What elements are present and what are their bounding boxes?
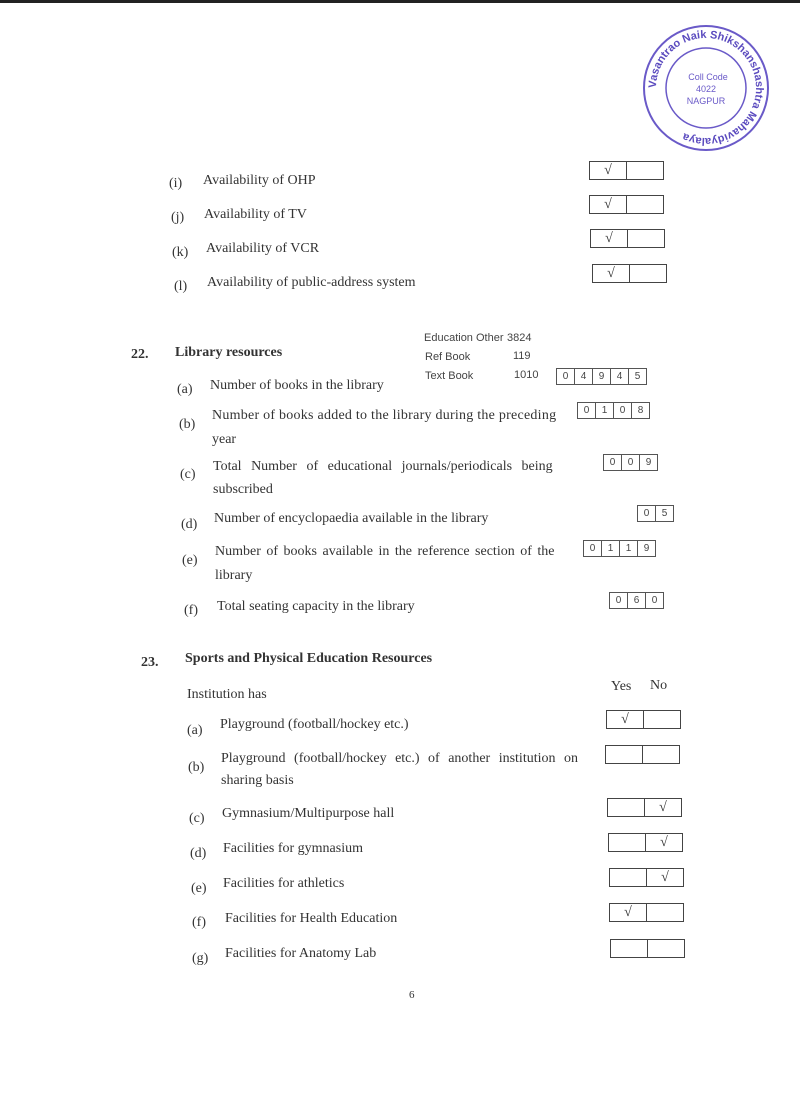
digit-box[interactable]: 8 [631, 403, 649, 418]
item-marker: (e) [191, 881, 207, 896]
ohp-yes-box[interactable]: √ [604, 163, 612, 178]
books-in-library-digit-boxes[interactable] [556, 368, 647, 385]
tv-yes-box[interactable]: √ [604, 197, 612, 212]
digit-box[interactable]: 1 [595, 403, 613, 418]
digit-box[interactable]: 5 [628, 369, 646, 384]
item-marker: (c) [189, 811, 205, 826]
digit-box[interactable]: 4 [574, 369, 592, 384]
anatomy-lab-checkbox-pair[interactable] [610, 939, 685, 958]
health-education-label: Facilities for Health Education [225, 911, 398, 926]
stamp-center-line-1: Coll Code [688, 72, 728, 82]
books-added-label-line2: year [212, 432, 237, 447]
public-address-checkbox-pair[interactable] [592, 264, 667, 283]
vcr-yes-box[interactable]: √ [605, 231, 613, 246]
digit-box[interactable]: 0 [645, 593, 663, 608]
digit-box[interactable]: 9 [592, 369, 610, 384]
note-ref-book-label: Ref Book [425, 351, 471, 363]
athletics-no-box[interactable]: √ [646, 869, 683, 886]
shared-playground-no-box[interactable] [642, 746, 679, 763]
gymnasium-hall-yes-box[interactable] [608, 799, 644, 816]
books-added-label-line1: Number of books added to the library during the preceding [212, 408, 557, 423]
digit-box[interactable]: 4 [610, 369, 628, 384]
health-education-checkbox-pair[interactable] [609, 903, 684, 922]
public-address-no-box[interactable] [629, 265, 666, 282]
note-education-other-label: Education Other [424, 332, 504, 344]
stamp-ring-text: Vasantrao Naik Shikshanshashtra Mahavidyalaya [646, 28, 766, 148]
journals-label-line1: Total Number of educational journals/periodicals being [213, 459, 553, 474]
item-marker: (a) [187, 723, 203, 738]
reference-books-label-line2: library [215, 568, 253, 583]
tv-no-box[interactable] [626, 196, 663, 213]
digit-box[interactable]: 0 [615, 595, 622, 606]
item-marker: (l) [174, 279, 188, 294]
gymnasium-facilities-no-box[interactable]: √ [645, 834, 682, 851]
reference-books-digit-boxes[interactable] [583, 540, 656, 557]
digit-box[interactable]: 0 [589, 543, 596, 554]
item-marker: (g) [192, 951, 209, 966]
tv-checkbox-pair[interactable] [589, 195, 664, 214]
vcr-checkbox-pair[interactable] [590, 229, 665, 248]
page-number: 6 [409, 989, 415, 1001]
books-in-library-label: Number of books in the library [210, 378, 384, 393]
item-label-ohp: Availability of OHP [203, 173, 316, 188]
note-ref-book-value: 119 [513, 350, 531, 362]
shared-playground-label-line2: sharing basis [221, 773, 294, 788]
playground-no-box[interactable] [643, 711, 680, 728]
digit-box[interactable]: 0 [562, 371, 569, 382]
digit-box[interactable]: 0 [643, 508, 650, 519]
digit-box[interactable]: 0 [621, 455, 639, 470]
anatomy-lab-yes-box[interactable] [611, 940, 647, 957]
athletics-checkbox-pair[interactable] [609, 868, 684, 887]
item-marker: (a) [177, 382, 193, 397]
item-marker: (b) [188, 760, 205, 775]
seating-capacity-digit-boxes[interactable] [609, 592, 664, 609]
athletics-yes-box[interactable] [610, 869, 646, 886]
item-marker: (d) [190, 846, 207, 861]
digit-box[interactable]: 9 [639, 455, 657, 470]
ohp-checkbox-pair[interactable] [589, 161, 664, 180]
digit-box[interactable]: 1 [601, 541, 619, 556]
digit-box[interactable]: 9 [637, 541, 655, 556]
item-marker: (j) [171, 210, 185, 225]
health-education-yes-box[interactable]: √ [624, 905, 632, 920]
yes-column-header: Yes [611, 679, 632, 694]
shared-playground-checkbox-pair[interactable] [605, 745, 680, 764]
shared-playground-yes-box[interactable] [606, 746, 642, 763]
section-23-number: 23. [141, 655, 159, 670]
item-marker: (f) [192, 915, 206, 930]
stamp-center-line-2: 4022 [695, 84, 717, 94]
public-address-yes-box[interactable]: √ [607, 266, 615, 281]
item-marker: (f) [184, 603, 198, 618]
item-marker: (c) [180, 467, 196, 482]
playground-checkbox-pair[interactable] [606, 710, 681, 729]
note-education-other-value: 3824 [507, 332, 532, 344]
journals-label-line2: subscribed [213, 482, 273, 497]
encyclopaedia-label: Number of encyclopaedia available in the library [214, 511, 489, 526]
note-text-book-label: Text Book [425, 370, 474, 382]
item-marker: (e) [182, 553, 198, 568]
item-marker: (d) [181, 517, 198, 532]
seating-capacity-label: Total seating capacity in the library [217, 599, 415, 614]
note-text-book-value: 1010 [514, 369, 539, 381]
section-22-title: Library resources [175, 345, 283, 360]
ohp-no-box[interactable] [626, 162, 663, 179]
stamp-center-line-3: NAGPUR [686, 96, 726, 106]
digit-box[interactable]: 5 [655, 506, 673, 521]
institution-stamp [638, 24, 774, 157]
item-marker: (k) [172, 245, 189, 260]
gymnasium-facilities-checkbox-pair[interactable] [608, 833, 683, 852]
playground-yes-box[interactable]: √ [621, 712, 629, 727]
encyclopaedia-digit-boxes[interactable] [637, 505, 674, 522]
section-23-intro: Institution has [187, 687, 267, 702]
health-education-no-box[interactable] [646, 904, 683, 921]
gymnasium-facilities-yes-box[interactable] [609, 834, 645, 851]
athletics-label: Facilities for athletics [223, 876, 345, 891]
digit-box[interactable]: 0 [609, 457, 616, 468]
shared-playground-label-line1: Playground (football/hockey etc.) of another institution on [221, 751, 578, 766]
item-label-public-address: Availability of public-address system [207, 275, 416, 290]
journals-digit-boxes[interactable] [603, 454, 658, 471]
item-label-tv: Availability of TV [204, 207, 307, 222]
digit-box[interactable]: 0 [613, 403, 631, 418]
section-22-number: 22. [131, 347, 149, 362]
digit-box[interactable]: 6 [627, 593, 645, 608]
section-23-title: Sports and Physical Education Resources [185, 651, 433, 666]
item-marker: (i) [169, 176, 183, 191]
gymnasium-facilities-label: Facilities for gymnasium [223, 841, 363, 856]
item-label-vcr: Availability of VCR [206, 241, 320, 256]
anatomy-lab-label: Facilities for Anatomy Lab [225, 946, 377, 961]
gymnasium-hall-label: Gymnasium/Multipurpose hall [222, 806, 395, 821]
books-added-digit-boxes[interactable] [577, 402, 650, 419]
vcr-no-box[interactable] [627, 230, 664, 247]
gymnasium-hall-checkbox-pair[interactable] [607, 798, 682, 817]
playground-label: Playground (football/hockey etc.) [220, 717, 409, 732]
page-top-edge [0, 0, 800, 3]
item-marker: (b) [179, 417, 196, 432]
no-column-header: No [650, 678, 668, 693]
digit-box[interactable]: 0 [583, 405, 590, 416]
gymnasium-hall-no-box[interactable]: √ [644, 799, 681, 816]
reference-books-label-line1: Number of books available in the reference section of the [215, 544, 555, 559]
digit-box[interactable]: 1 [619, 541, 637, 556]
anatomy-lab-no-box[interactable] [647, 940, 684, 957]
